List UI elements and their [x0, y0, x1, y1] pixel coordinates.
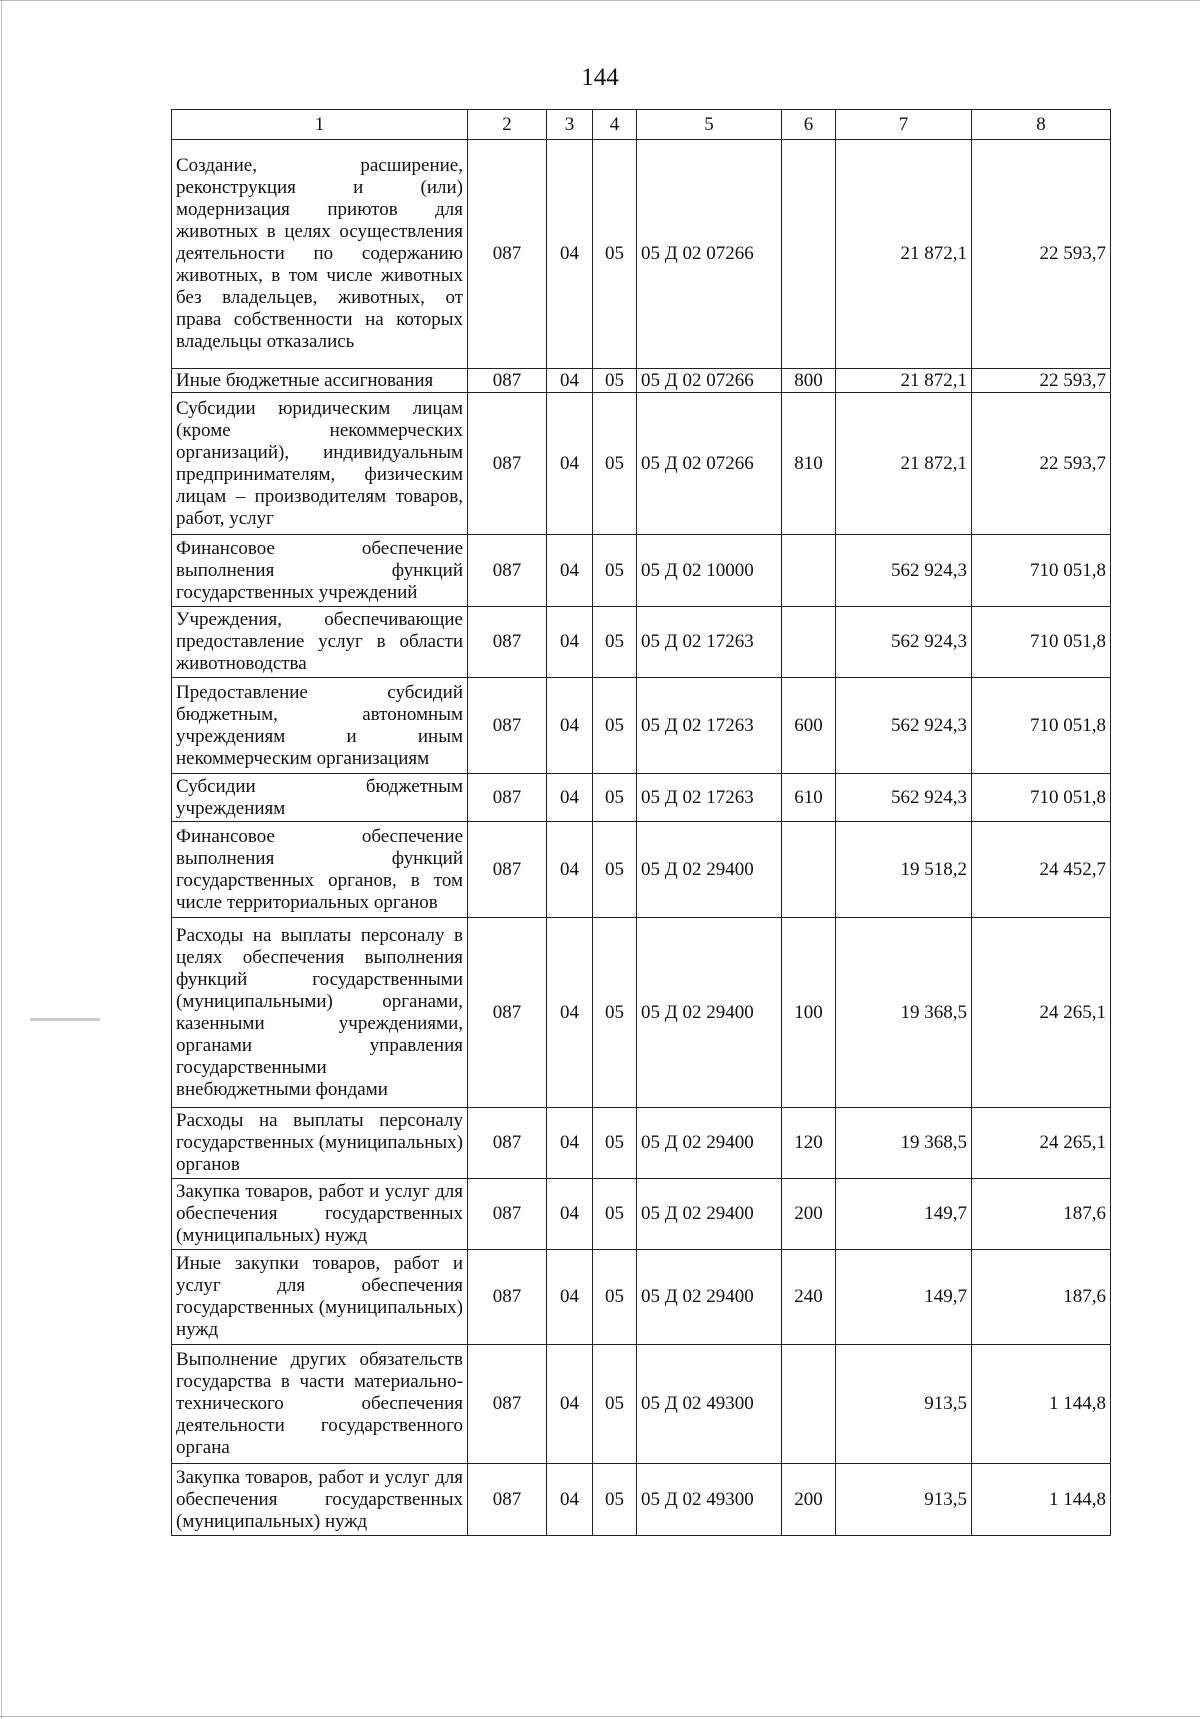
- target-article-code: 05 Д 02 49300: [637, 1345, 782, 1464]
- expense-description: Субсидии бюджетным учреждениям: [172, 774, 468, 822]
- section-code: 04: [547, 1108, 593, 1179]
- expense-type-code: [782, 607, 836, 678]
- section-code: 04: [547, 918, 593, 1108]
- table-row: [172, 774, 1111, 822]
- expense-description: Финансовое обеспечение выполнения функций государственных учреждений: [172, 535, 468, 607]
- table-row: [172, 607, 1111, 678]
- subsection-code: 05: [593, 678, 637, 774]
- target-article-code: 05 Д 02 29400: [637, 918, 782, 1108]
- target-article-code: 05 Д 02 17263: [637, 607, 782, 678]
- amount-year-2: 187,6: [972, 1179, 1111, 1250]
- section-code: 04: [547, 607, 593, 678]
- expense-description: Учреждения, обеспечивающие предоставление услуг в области животноводства: [172, 607, 468, 678]
- expense-description: Иные закупки товаров, работ и услуг для обеспечения государственных (муниципальных) нужд: [172, 1250, 468, 1345]
- column-header: 1: [172, 110, 468, 140]
- target-article-code: 05 Д 02 07266: [637, 140, 782, 369]
- expense-description: Выполнение других обязательств государства в части материально-технического обеспечения деятельности государственного органа: [172, 1345, 468, 1464]
- expense-description: Финансовое обеспечение выполнения функций государственных органов, в том числе территориальных органов: [172, 822, 468, 918]
- scan-edge-line-left: [1, 0, 2, 1719]
- amount-year-2: 710 051,8: [972, 678, 1111, 774]
- ministry-code: 087: [468, 1250, 547, 1345]
- amount-year-1: 21 872,1: [836, 369, 972, 393]
- ministry-code: 087: [468, 369, 547, 393]
- expense-type-code: 810: [782, 393, 836, 535]
- target-article-code: 05 Д 02 17263: [637, 678, 782, 774]
- amount-year-1: 149,7: [836, 1179, 972, 1250]
- section-code: 04: [547, 369, 593, 393]
- subsection-code: 05: [593, 1464, 637, 1536]
- expense-description: Предоставление субсидий бюджетным, автономным учреждениям и иным некоммерческим организациям: [172, 678, 468, 774]
- target-article-code: 05 Д 02 29400: [637, 822, 782, 918]
- expense-type-code: [782, 535, 836, 607]
- expense-description: Создание, расширение, реконструкция и (или) модернизация приютов для животных в целях осуществления деятельности по содержанию животных, в том числе животных без владельцев, животных, от права собственности на которых владельцы отказались: [172, 140, 468, 369]
- amount-year-2: 22 593,7: [972, 369, 1111, 393]
- amount-year-1: 21 872,1: [836, 140, 972, 369]
- amount-year-2: 22 593,7: [972, 393, 1111, 535]
- ministry-code: 087: [468, 140, 547, 369]
- expense-description: Иные бюджетные ассигнования: [172, 369, 468, 393]
- expense-type-code: 120: [782, 1108, 836, 1179]
- ministry-code: 087: [468, 1179, 547, 1250]
- expense-type-code: 600: [782, 678, 836, 774]
- table-row: [172, 678, 1111, 774]
- section-code: 04: [547, 535, 593, 607]
- table-row: [172, 535, 1111, 607]
- subsection-code: 05: [593, 1108, 637, 1179]
- section-code: 04: [547, 1464, 593, 1536]
- section-code: 04: [547, 140, 593, 369]
- table-row: [172, 1108, 1111, 1179]
- target-article-code: 05 Д 02 07266: [637, 393, 782, 535]
- amount-year-2: 710 051,8: [972, 774, 1111, 822]
- amount-year-2: 710 051,8: [972, 607, 1111, 678]
- target-article-code: 05 Д 02 07266: [637, 369, 782, 393]
- table-row: [172, 369, 1111, 393]
- subsection-code: 05: [593, 393, 637, 535]
- target-article-code: 05 Д 02 29400: [637, 1250, 782, 1345]
- page-number: 144: [581, 64, 619, 91]
- table-row: [172, 1464, 1111, 1536]
- scan-edge-line-top: [0, 0, 1200, 1]
- ministry-code: 087: [468, 774, 547, 822]
- expense-type-code: [782, 140, 836, 369]
- column-header: 7: [836, 110, 972, 140]
- amount-year-2: 1 144,8: [972, 1345, 1111, 1464]
- expense-description: Закупка товаров, работ и услуг для обеспечения государственных (муниципальных) нужд: [172, 1179, 468, 1250]
- ministry-code: 087: [468, 1108, 547, 1179]
- table-row: [172, 1250, 1111, 1345]
- subsection-code: 05: [593, 369, 637, 393]
- ministry-code: 087: [468, 607, 547, 678]
- subsection-code: 05: [593, 822, 637, 918]
- amount-year-1: 19 368,5: [836, 918, 972, 1108]
- section-code: 04: [547, 1345, 593, 1464]
- ministry-code: 087: [468, 918, 547, 1108]
- amount-year-1: 562 924,3: [836, 535, 972, 607]
- expense-description: Расходы на выплаты персоналу в целях обеспечения выполнения функций государственными (муниципальными) органами, казенными учреждениями, органами управления государственными внебюджетными фондами: [172, 918, 468, 1108]
- expense-description: Расходы на выплаты персоналу государственных (муниципальных) органов: [172, 1108, 468, 1179]
- ministry-code: 087: [468, 1345, 547, 1464]
- amount-year-1: 562 924,3: [836, 607, 972, 678]
- expense-type-code: 200: [782, 1464, 836, 1536]
- column-header: 2: [468, 110, 547, 140]
- section-code: 04: [547, 822, 593, 918]
- table-row: [172, 393, 1111, 535]
- table-row: [172, 1179, 1111, 1250]
- subsection-code: 05: [593, 918, 637, 1108]
- ministry-code: 087: [468, 393, 547, 535]
- amount-year-1: 19 368,5: [836, 1108, 972, 1179]
- subsection-code: 05: [593, 1179, 637, 1250]
- table-row: [172, 1345, 1111, 1464]
- amount-year-1: 21 872,1: [836, 393, 972, 535]
- expense-type-code: 200: [782, 1179, 836, 1250]
- expense-type-code: [782, 1345, 836, 1464]
- table-row: [172, 140, 1111, 369]
- expense-description: Закупка товаров, работ и услуг для обеспечения государственных (муниципальных) нужд: [172, 1464, 468, 1536]
- target-article-code: 05 Д 02 17263: [637, 774, 782, 822]
- amount-year-2: 1 144,8: [972, 1464, 1111, 1536]
- subsection-code: 05: [593, 774, 637, 822]
- amount-year-1: 149,7: [836, 1250, 972, 1345]
- expense-type-code: 610: [782, 774, 836, 822]
- target-article-code: 05 Д 02 29400: [637, 1108, 782, 1179]
- expense-type-code: 240: [782, 1250, 836, 1345]
- target-article-code: 05 Д 02 10000: [637, 535, 782, 607]
- subsection-code: 05: [593, 535, 637, 607]
- scan-smudge: [30, 1018, 100, 1021]
- amount-year-2: 24 265,1: [972, 1108, 1111, 1179]
- amount-year-2: 187,6: [972, 1250, 1111, 1345]
- amount-year-2: 22 593,7: [972, 140, 1111, 369]
- amount-year-1: 562 924,3: [836, 678, 972, 774]
- header-row: [172, 110, 1111, 140]
- ministry-code: 087: [468, 822, 547, 918]
- budget-table: [171, 109, 1111, 1536]
- subsection-code: 05: [593, 1250, 637, 1345]
- amount-year-2: 24 265,1: [972, 918, 1111, 1108]
- table-row: [172, 918, 1111, 1108]
- ministry-code: 087: [468, 535, 547, 607]
- amount-year-2: 710 051,8: [972, 535, 1111, 607]
- expense-type-code: 800: [782, 369, 836, 393]
- expense-type-code: [782, 822, 836, 918]
- target-article-code: 05 Д 02 29400: [637, 1179, 782, 1250]
- expense-description: Субсидии юридическим лицам (кроме некоммерческих организаций), индивидуальным предпринимателям, физическим лицам – производителям товаров, работ, услуг: [172, 393, 468, 535]
- column-header: 8: [972, 110, 1111, 140]
- amount-year-2: 24 452,7: [972, 822, 1111, 918]
- amount-year-1: 19 518,2: [836, 822, 972, 918]
- column-header: 6: [782, 110, 836, 140]
- subsection-code: 05: [593, 140, 637, 369]
- subsection-code: 05: [593, 607, 637, 678]
- section-code: 04: [547, 1179, 593, 1250]
- table-row: [172, 822, 1111, 918]
- subsection-code: 05: [593, 1345, 637, 1464]
- ministry-code: 087: [468, 678, 547, 774]
- column-header: 3: [547, 110, 593, 140]
- amount-year-1: 913,5: [836, 1345, 972, 1464]
- section-code: 04: [547, 393, 593, 535]
- target-article-code: 05 Д 02 49300: [637, 1464, 782, 1536]
- section-code: 04: [547, 774, 593, 822]
- amount-year-1: 913,5: [836, 1464, 972, 1536]
- column-header: 4: [593, 110, 637, 140]
- amount-year-1: 562 924,3: [836, 774, 972, 822]
- scan-edge-line-bottom: [0, 1716, 1200, 1717]
- expense-type-code: 100: [782, 918, 836, 1108]
- column-header: 5: [637, 110, 782, 140]
- ministry-code: 087: [468, 1464, 547, 1536]
- section-code: 04: [547, 678, 593, 774]
- section-code: 04: [547, 1250, 593, 1345]
